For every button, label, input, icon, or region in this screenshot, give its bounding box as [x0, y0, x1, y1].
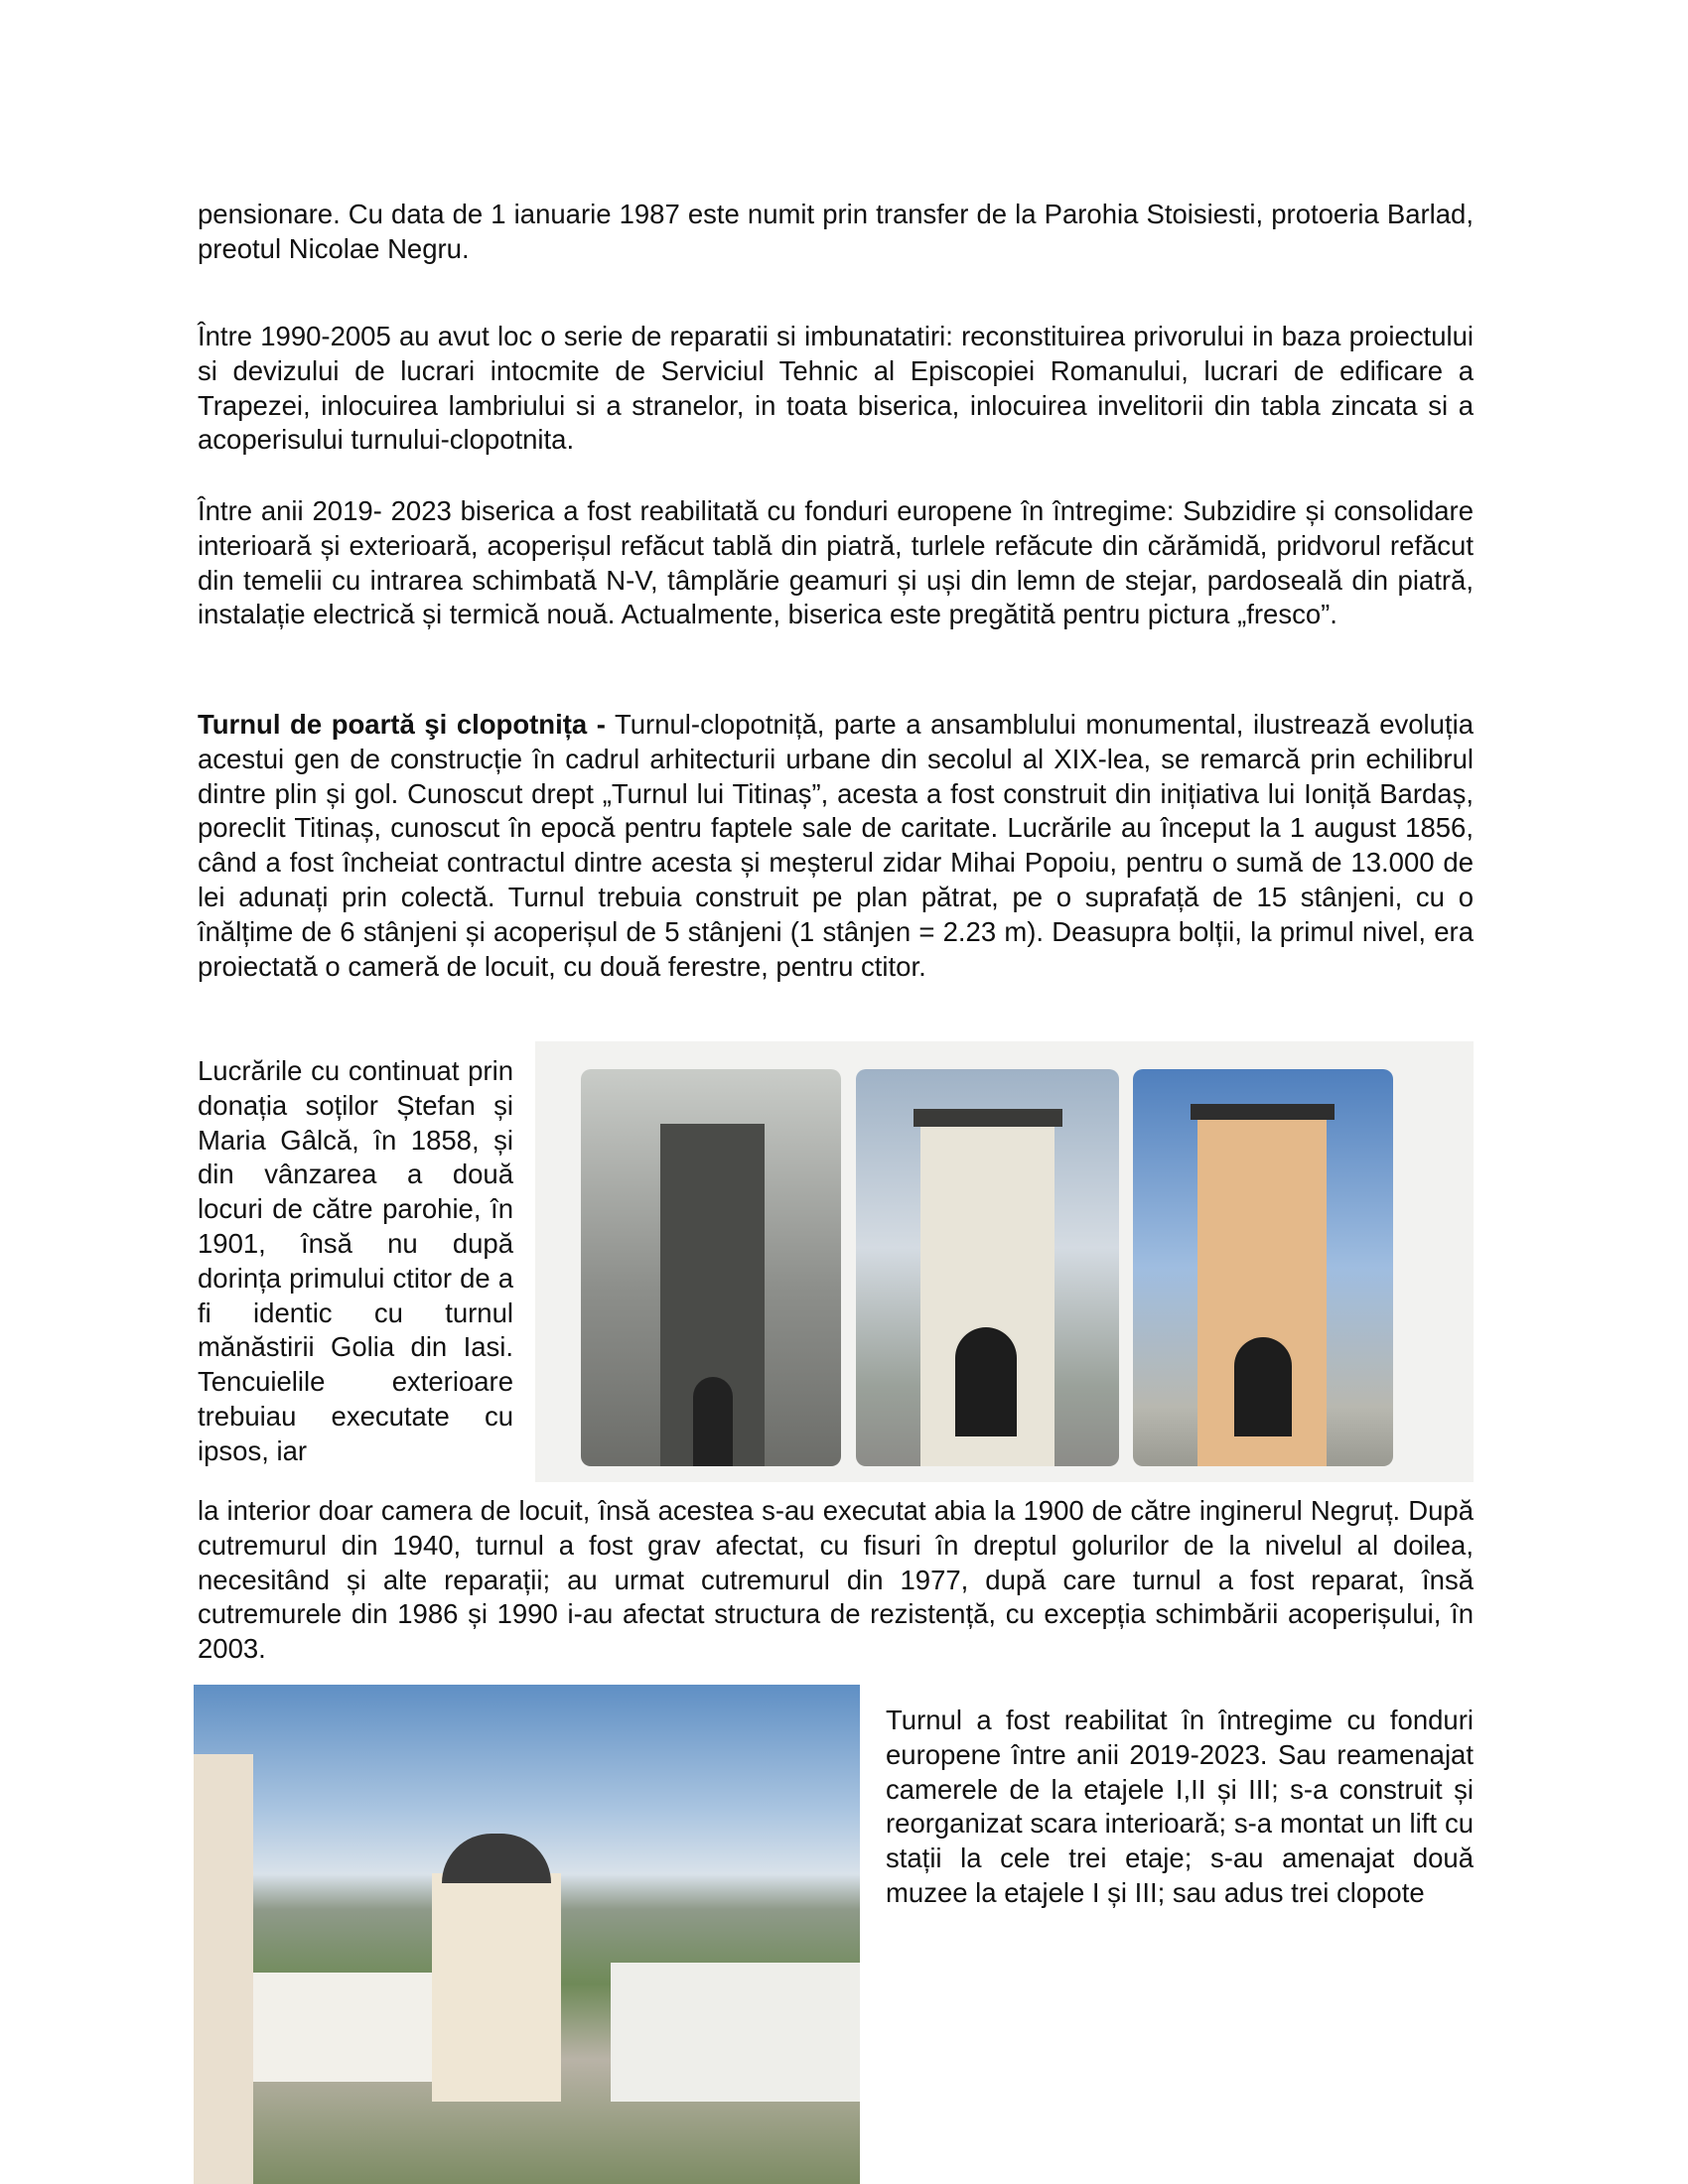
tower-body: Turnul-clopotniță, parte a ansamblului monumental, ilustrează evoluția acestui gen de construcție în cadrul arhitecturii urbane din secolul al XIX-lea, se remarcă prin echilibrul dintre plin și gol. Cunoscut drept „Turnul lui Titinaș”, acesta a fost construit din inițiativa lui Ioniță Bardaș, poreclit Titinaș, cunoscut în epocă pentru faptele sale de caritate. Lucrările au început la 1 august 1856, când a fost încheiat contractul dintre acesta și meșterul zidar Mihai Popoiu, pentru o sumă de 13.000 de lei adunați prin colectă. Turnul trebuia construit pe plan pătrat, pe o suprafață de 15 stânjeni, cu o înălțime de 6 stânjeni și acoperișul de 5 stânjeni (1 stânjen = 2.23 m). Deasupra bolții, la primul nivel, era proiectată o cameră de locuit, cu două ferestre, pentru ctitor.: [198, 709, 1474, 982]
paragraph-repairs-1990: Între 1990-2005 au avut loc o serie de reparatii si imbunatatiri: reconstituirea privorului in baza proiectului si devizului de lucrari intocmite de Serviciul Tehnic al Episcopiei Romanului, lucrari de edificare a Trapezei, inlocuirea lambriului si a stranelor, in toata biserica, inlocuirea invelitorii din tabla zincata si a acoperisului turnului-clopotnita.: [198, 321, 1474, 456]
paragraph-tower-rehab: Turnul a fost reabilitat în întregime cu fonduri europene între anii 2019-2023. Sau reamenajat camerele de la etajele I,II și III; s-a construit și reorganizat scara interioară; s-a montat un lift cu stații la cele trei etaje; s-au amenajat două muzee la etajele I și III; sau adus trei clopote: [886, 1705, 1474, 1908]
old-tower-photo: [581, 1069, 841, 1466]
tower-photos: [535, 1041, 1474, 1482]
tower-photo-restored: [1133, 1069, 1393, 1466]
paragraph-pension: pensionare. Cu data de 1 ianuarie 1987 este numit prin transfer de la Parohia Stoisiesti, protoeria Barlad, preotul Nicolae Negru.: [198, 199, 1474, 264]
church-aerial-photo: [194, 1685, 860, 2184]
side-text: Lucrările cu continuat prin donația soților Ștefan și Maria Gâlcă, în 1858, și din vânzarea a două locuri de către parohie, în 1901, însă nu după dorința primului ctitor de a fi identic cu turnul mănăstirii Golia din Iasi. Tencuielile exterioare trebuiau executate cu ipsos, iar: [198, 1055, 513, 1466]
paragraph-continuation: la interior doar camera de locuit, însă acestea s-au executat abia la 1900 de către inginerul Negruț. După cutremurul din 1940, turnul a fost grav afectat, cu fisuri în dreptul golurilor de la nivelul al doilea, necesitând și alte reparații; au urmat cutremurul din 1977, după care turnul a fost reparat, însă cutremurele din 1986 și 1990 i-au afectat structura de rezistență, cu excepția schimbării acoperișului, în 2003.: [198, 1495, 1474, 1665]
paragraph-rehab-2019: Între anii 2019- 2023 biserica a fost reabilitată cu fonduri europene în întregime: Subzidire și consolidare interioară și exterioară, acoperișul refăcut tablă din piatră, turlele refăcute din cărămidă, pridvorul refăcut din temelii cu intrarea schimbată N-V, tâmplărie geamuri și uși din lemn de stejar, pardoseală din piatră, instalație electrică și termică nouă. Actualmente, biserica este pregătită pentru pictura „fresco”.: [198, 495, 1474, 630]
tower-heading: Turnul de poartă şi clopotnița -: [198, 709, 606, 740]
paragraph-tower: [198, 708, 1474, 984]
tower-photo-before: [856, 1069, 1119, 1466]
